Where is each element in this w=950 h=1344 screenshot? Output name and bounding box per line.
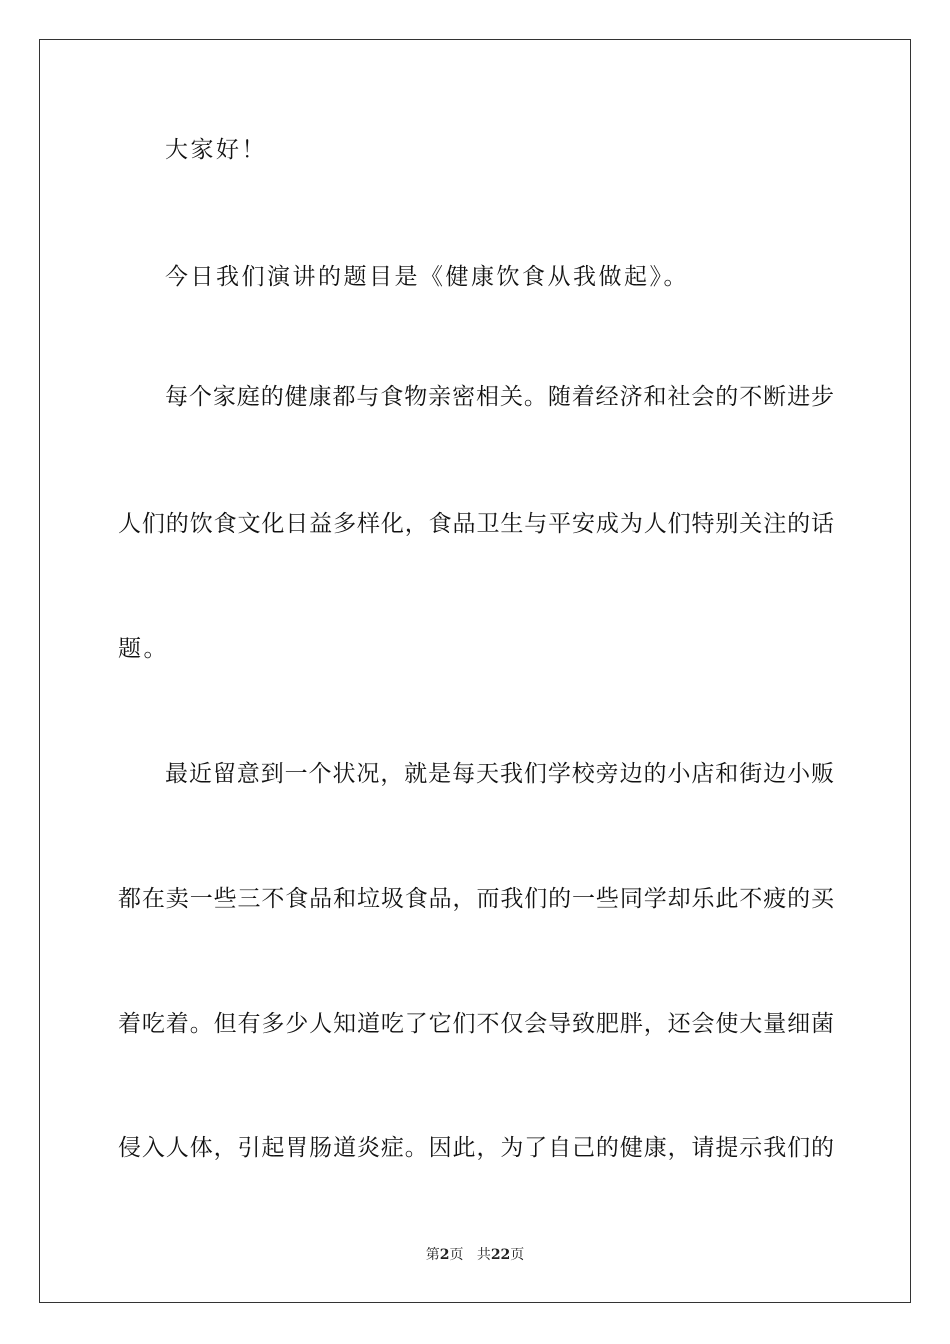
greeting-line: 大家好！ [165,137,267,163]
page-footer [0,1246,950,1264]
footer-prefix: 第 [425,1247,440,1263]
footer-page-number: 2 [439,1247,450,1263]
footer-total-suffix: 页 [510,1247,525,1263]
page-border [39,39,911,1303]
footer-total-prefix: 共 [476,1247,491,1263]
footer-page-suffix: 页 [449,1247,464,1263]
paragraph-line: 题。 [118,636,169,662]
title-line: 今日我们演讲的题目是《健康饮食从我做起》。 [165,264,689,290]
paragraph-line: 着吃着。但有多少人知道吃了它们不仅会导致肥胖，还会使大量细菌 [118,1011,834,1037]
paragraph-line: 最近留意到一个状况，就是每天我们学校旁边的小店和街边小贩 [165,761,834,787]
footer-total-pages: 22 [490,1247,511,1263]
paragraph-line: 人们的饮食文化日益多样化，食品卫生与平安成为人们特别关注的话 [118,511,834,537]
paragraph-line: 侵入人体，引起胃肠道炎症。因此，为了自己的健康，请提示我们的 [118,1135,834,1161]
paragraph-line: 每个家庭的健康都与食物亲密相关。随着经济和社会的不断进步 [165,384,834,410]
paragraph-line: 都在卖一些三不食品和垃圾食品，而我们的一些同学却乐此不疲的买 [118,886,834,912]
